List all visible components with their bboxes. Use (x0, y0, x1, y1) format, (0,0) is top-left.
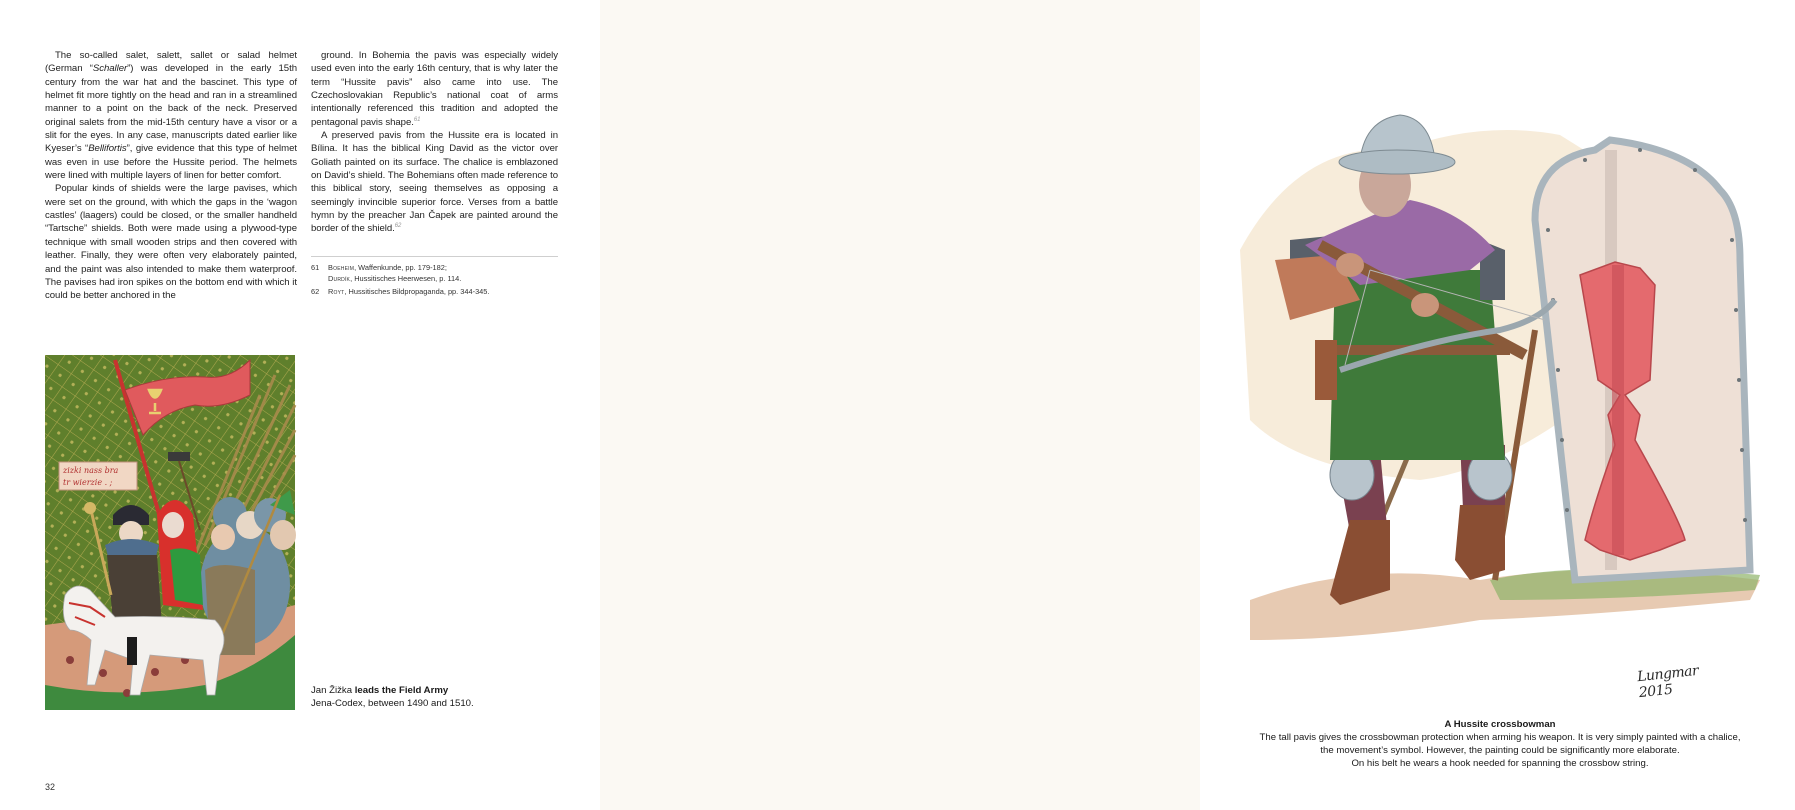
footnote-ref-62[interactable]: 62 (394, 223, 402, 230)
left-page (0, 0, 600, 810)
footnote-text: Boeheim, Waffenkunde, pp. 179-182; Durdík, Hussitisches Heerwesen, p. 114. (328, 263, 462, 283)
caption-line-3: On his belt he wears a hook needed for spanning the crossbow string. (1351, 758, 1649, 769)
footnote-number: 61 (311, 263, 320, 272)
caption-title: Jan Žižka leads the Field Army (311, 685, 449, 696)
text-column-1 (45, 49, 297, 303)
right-page (600, 0, 1741, 810)
footnote-text: Royt, Hussitisches Bildpropaganda, pp. 344-345. (328, 287, 490, 296)
footnotes (311, 256, 558, 297)
crossbowman-painting (1205, 80, 1795, 650)
page-number: 32 (45, 782, 56, 792)
artist-signature: Lungmar 2015 (1636, 662, 1699, 702)
caption-source: Jena-Codex, between 1490 and 1510. (311, 698, 474, 709)
footnote-61 (311, 262, 558, 284)
paragraph-pavis-bohemia: ground. In Bohemia the pavis was especially widely used even into the early 16th century, that is why later the term “Hussite pavis” also came into use. The Czechoslovakian Republic’s national coat of arms intentionally referenced this tradition and adopted the pentagonal pavis shape.$^{61}$ (311, 50, 558, 128)
footnote-number: 62 (311, 287, 320, 296)
footnote-ref-61[interactable]: 61 (413, 116, 421, 123)
caption-line-2: the movement’s symbol. However, the painting could be significantly more elaborate. (1320, 745, 1680, 756)
figure-caption-right (1230, 718, 1770, 770)
paragraph-shields: Popular kinds of shields were the large pavises, which were set on the ground, with which the gaps in the ‘wagon castles’ (laagers) could be closed, or the smaller handheld “Tartsche” shields. Both were made using a plywood-type technique with small wooden strips and then covered with leather. Finally, they were often very elaborately painted, and the paint was also intended to make them waterproof. The pavises had iron spikes on the bottom end with which it could be better anchored in the (45, 183, 297, 302)
svg-text:tr wierzie . ;: tr wierzie . ; (63, 478, 113, 487)
paragraph-salet: The so-called salet, salett, sallet or salad helmet (German “Schaller”) was developed in the early 15th century from the war hat and the bascinet. This type of helmet fit more tightly on the head and ran in a streamlined manner to a point on the back of the neck. Preserved original salets from the mid-15th century have a visor or a slit for the eyes. In any case, manuscripts dated earlier like Kyeser’s “Bellifortis”, give evidence that this type of helmet was even in use before the Hussite period. The helmets were lined with multiple layers of linen for better comfort. (45, 50, 297, 182)
paragraph-pavis-bilina: A preserved pavis from the Hussite era is located in Bílina. It has the biblical King David as the victor over Goliath painted on its surface. The chalice is emblazoned on David’s shield. The Bohemians often made reference to this biblical story, seeing themselves as opposing a seemingly invincible superior force. Verses from a battle hymn by the preacher Jan Čapek are painted around the border of the shield.$^{62}$ (311, 130, 558, 235)
figure-caption-left (311, 684, 474, 710)
manuscript-illustration (45, 355, 295, 710)
svg-text:zizki nass bra: zizki nass bra (63, 466, 119, 475)
footnote-62 (311, 286, 558, 297)
caption-title: A Hussite crossbowman (1444, 719, 1556, 730)
caption-line-1: The tall pavis gives the crossbowman protection when arming his weapon. It is very simply painted with a chalice, (1259, 732, 1741, 743)
text-column-2 (311, 49, 558, 236)
